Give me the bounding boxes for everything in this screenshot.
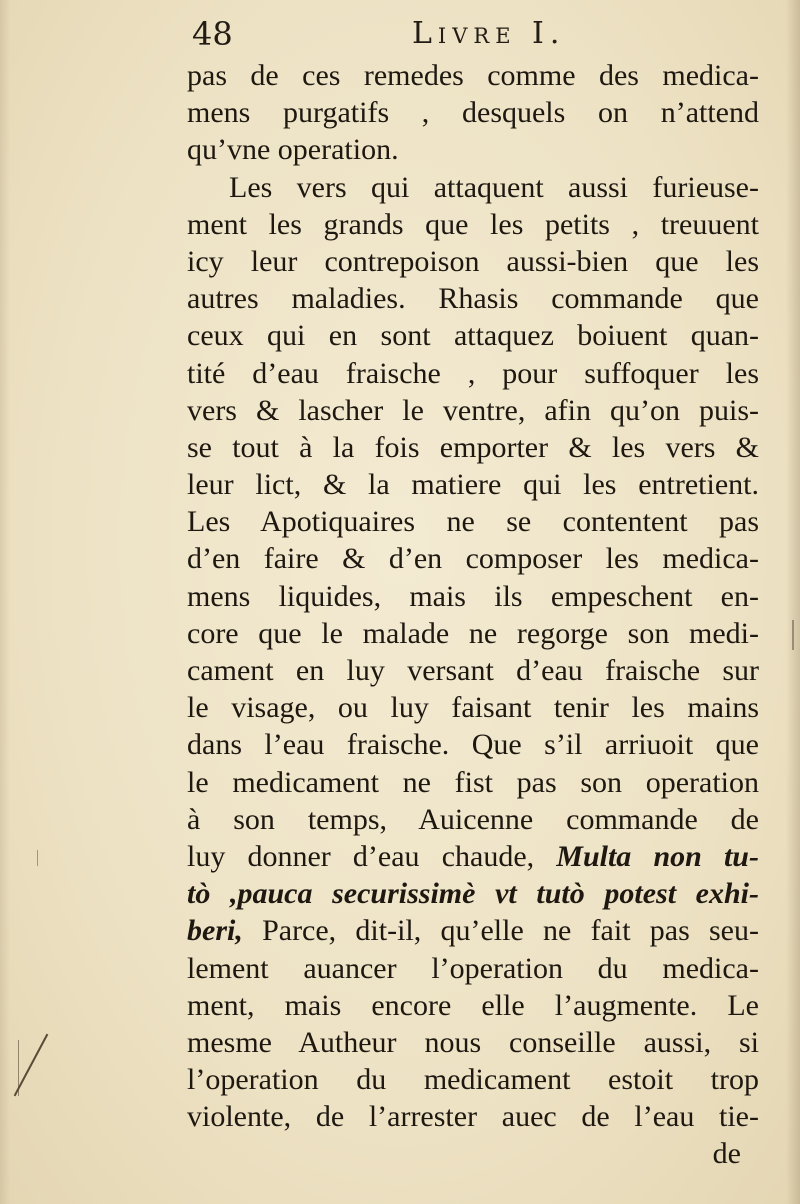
text-line [187, 131, 759, 168]
latin-quotation: tò ,pauca securissimè vt tutò potest exhi- [187, 877, 759, 911]
text-run: lement auancer l’operation du medica- [187, 951, 759, 985]
text-line [187, 540, 759, 577]
text-run: Parce, dit-il, qu’elle ne fait pas seu- [242, 914, 759, 948]
margin-pen-stroke [792, 620, 794, 650]
latin-quotation: Multa non tu- [556, 839, 759, 873]
text-line [187, 764, 759, 801]
text-run: ceux qui en sont attaquez boiuent quan- [187, 319, 759, 353]
running-head: Livre I. [412, 16, 566, 51]
text-run: cament en luy versant d’eau fraische sur [187, 654, 759, 687]
text-line [187, 1061, 759, 1098]
text-line [187, 838, 759, 875]
text-line [187, 875, 759, 912]
text-run: mens purgatifs , desquels on n’attend [187, 96, 759, 130]
text-line [187, 578, 759, 615]
page-number: 48 [192, 15, 233, 53]
text-line [187, 1098, 759, 1135]
text-line [187, 317, 759, 354]
text-line [187, 94, 759, 131]
text-line [187, 206, 759, 243]
text-run: dans l’eau fraische. Que s’il arriuoit que [187, 728, 759, 762]
text-line [187, 355, 759, 392]
margin-pen-stroke [18, 1040, 19, 1096]
text-run: l’operation du medicament estoit trop [187, 1063, 759, 1097]
text-line [187, 169, 759, 206]
text-line [187, 652, 759, 689]
text-run: pas de ces remedes comme des medica- [187, 59, 759, 92]
text-run: violente, de l’arrester auec de l’eau tie- [187, 1100, 759, 1134]
text-run: autres maladies. Rhasis commande que [187, 282, 759, 316]
text-run: icy leur contrepoison aussi-bien que les [187, 244, 759, 278]
text-line [187, 57, 759, 94]
text-run: vers & lascher le ventre, afin qu’on puis- [187, 393, 759, 427]
body-text [187, 57, 759, 1173]
text-run: mens liquides, mais ils empeschent en- [187, 579, 759, 613]
page-header [190, 14, 750, 54]
text-run: ment les grands que les petits , treuuent [187, 207, 759, 241]
text-line [187, 243, 759, 280]
text-line [187, 950, 759, 987]
text-line [187, 689, 759, 726]
text-line [187, 392, 759, 429]
page-edge-shadow-left [0, 0, 10, 1204]
text-run: se tout à la fois emporter & les vers & [187, 430, 759, 464]
text-run: leur lict, & la matiere qui les entretient. [187, 468, 759, 502]
text-line [187, 801, 759, 838]
text-line [187, 280, 759, 317]
latin-quotation: beri, [187, 914, 243, 948]
text-run: Les Apotiquaires ne se contentent pas [187, 505, 759, 539]
margin-pen-stroke [37, 850, 38, 866]
text-line [187, 615, 759, 652]
page-edge-shadow-right [786, 0, 800, 1204]
text-run: ment, mais encore elle l’augmente. Le [187, 988, 759, 1022]
text-run: à son temps, Auicenne commande de [187, 802, 759, 836]
text-run: mesme Autheur nous conseille aussi, si [187, 1025, 759, 1059]
text-run: le visage, ou luy faisant tenir les mains [187, 691, 759, 725]
text-line [187, 987, 759, 1024]
text-line [187, 466, 759, 503]
text-run: de [712, 1137, 741, 1171]
text-run: luy donner d’eau chaude, [187, 839, 557, 873]
text-run: le medicament ne fist pas son operation [187, 765, 759, 799]
text-run: tité d’eau fraische , pour suffoquer les [187, 356, 759, 390]
catchword [187, 1135, 759, 1172]
text-line [187, 726, 759, 763]
text-run: qu’vne operation. [187, 133, 399, 167]
text-line [187, 912, 759, 949]
text-run: core que le malade ne regorge son medi- [187, 616, 759, 650]
text-line [187, 503, 759, 540]
text-run: d’en faire & d’en composer les medica- [187, 542, 759, 576]
text-run: Les vers qui attaquent aussi furieuse- [229, 170, 759, 204]
text-line [187, 1024, 759, 1061]
text-line [187, 429, 759, 466]
